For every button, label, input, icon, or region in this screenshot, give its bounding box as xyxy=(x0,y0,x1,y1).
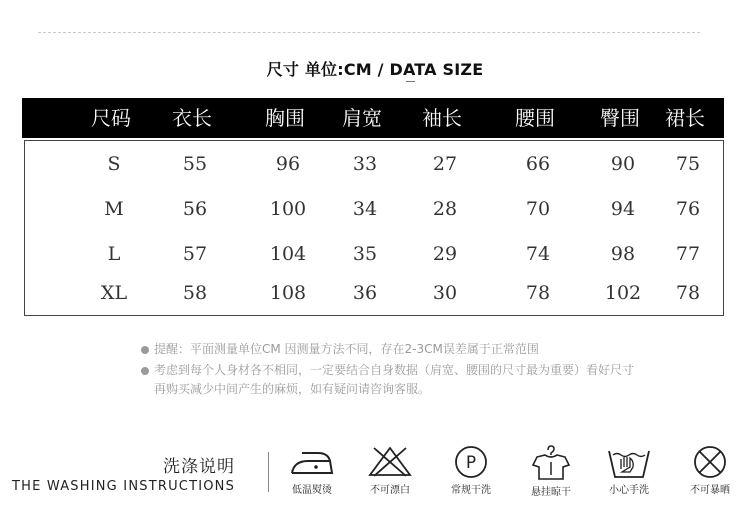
table-header-row xyxy=(22,98,724,138)
measurement-notes xyxy=(139,340,639,399)
bullet-icon xyxy=(141,346,149,354)
table-cell: 70 xyxy=(525,198,551,220)
table-cell: 57 xyxy=(182,243,208,265)
header-shoulder: 肩宽 xyxy=(342,106,382,130)
table-cell: 104 xyxy=(269,243,307,265)
care-label: 常规干洗 xyxy=(451,485,491,496)
table-cell: 77 xyxy=(675,243,701,265)
header-skirt-length: 裙长 xyxy=(665,106,705,130)
professional-dry-clean-icon xyxy=(447,445,495,479)
table-cell: 98 xyxy=(610,243,636,265)
title-underline-mark xyxy=(406,81,415,82)
table-cell: 27 xyxy=(432,153,458,175)
care-item-dryclean xyxy=(433,445,509,496)
header-length: 衣长 xyxy=(172,106,212,130)
no-bleach-icon xyxy=(366,445,414,479)
table-cell: 35 xyxy=(352,243,378,265)
care-label: 不可暴晒 xyxy=(690,485,730,496)
table-row xyxy=(25,278,723,308)
no-tumble-dry-icon xyxy=(686,445,734,479)
care-label: 悬挂晾干 xyxy=(531,487,571,498)
hang-dry-icon xyxy=(527,445,575,481)
size-table xyxy=(22,98,724,304)
table-cell: 55 xyxy=(182,153,208,175)
note-text: 提醒：平面测量单位CM 因测量方法不同，存在2-3CM误差属于正常范围 xyxy=(154,342,539,356)
table-cell: 96 xyxy=(275,153,301,175)
care-item-bleach xyxy=(352,445,428,496)
care-item-hang xyxy=(513,445,589,498)
washing-divider xyxy=(268,452,269,492)
table-cell: 94 xyxy=(610,198,636,220)
top-divider xyxy=(38,32,700,33)
table-cell: 78 xyxy=(525,282,551,304)
table-cell: 28 xyxy=(432,198,458,220)
washing-title-zh: 洗涤说明 xyxy=(163,457,235,477)
care-item-nodry xyxy=(672,445,748,496)
svg-text:P: P xyxy=(465,453,477,473)
bullet-icon xyxy=(141,367,149,375)
table-body xyxy=(24,140,724,316)
header-hip: 臀围 xyxy=(600,106,640,130)
table-cell: 34 xyxy=(352,198,378,220)
care-label: 低温熨烫 xyxy=(292,485,332,496)
table-cell: 75 xyxy=(675,153,701,175)
table-cell: 78 xyxy=(675,282,701,304)
table-cell: XL xyxy=(100,282,128,304)
page-title: 尺寸 单位:CM / DATA SIZE xyxy=(266,60,484,79)
washing-title-en: THE WASHING INSTRUCTIONS xyxy=(12,479,236,494)
table-cell: 29 xyxy=(432,243,458,265)
note-item xyxy=(139,340,639,359)
care-label: 不可漂白 xyxy=(370,485,410,496)
table-cell: 76 xyxy=(675,198,701,220)
table-cell: L xyxy=(107,243,121,265)
table-cell: 108 xyxy=(269,282,307,304)
header-bust: 胸围 xyxy=(265,106,305,130)
care-item-handwash xyxy=(591,445,667,496)
table-cell: 74 xyxy=(525,243,551,265)
header-size: 尺码 xyxy=(91,106,131,130)
table-cell: 56 xyxy=(182,198,208,220)
hand-wash-icon xyxy=(605,445,653,479)
header-waist: 腰围 xyxy=(515,106,555,130)
table-cell: 58 xyxy=(182,282,208,304)
table-cell: S xyxy=(107,153,121,175)
table-row xyxy=(25,149,723,179)
table-cell: 33 xyxy=(352,153,378,175)
note-item xyxy=(139,361,639,399)
care-item-iron xyxy=(274,445,350,496)
header-sleeve: 袖长 xyxy=(422,106,462,130)
table-row xyxy=(25,194,723,224)
table-cell: M xyxy=(104,198,124,220)
care-label: 小心手洗 xyxy=(609,485,649,496)
table-cell: 30 xyxy=(432,282,458,304)
table-row xyxy=(25,239,723,269)
table-cell: 36 xyxy=(352,282,378,304)
table-cell: 102 xyxy=(604,282,642,304)
note-text: 考虑到每个人身材各不相同，一定要结合自身数据（肩宽、腰围的尺寸最为重要）看好尺寸再购买减少中间产生的麻烦，如有疑问请咨询客服。 xyxy=(154,363,635,396)
low-temp-iron-icon xyxy=(288,445,336,479)
table-cell: 100 xyxy=(269,198,307,220)
table-cell: 90 xyxy=(610,153,636,175)
table-cell: 66 xyxy=(525,153,551,175)
